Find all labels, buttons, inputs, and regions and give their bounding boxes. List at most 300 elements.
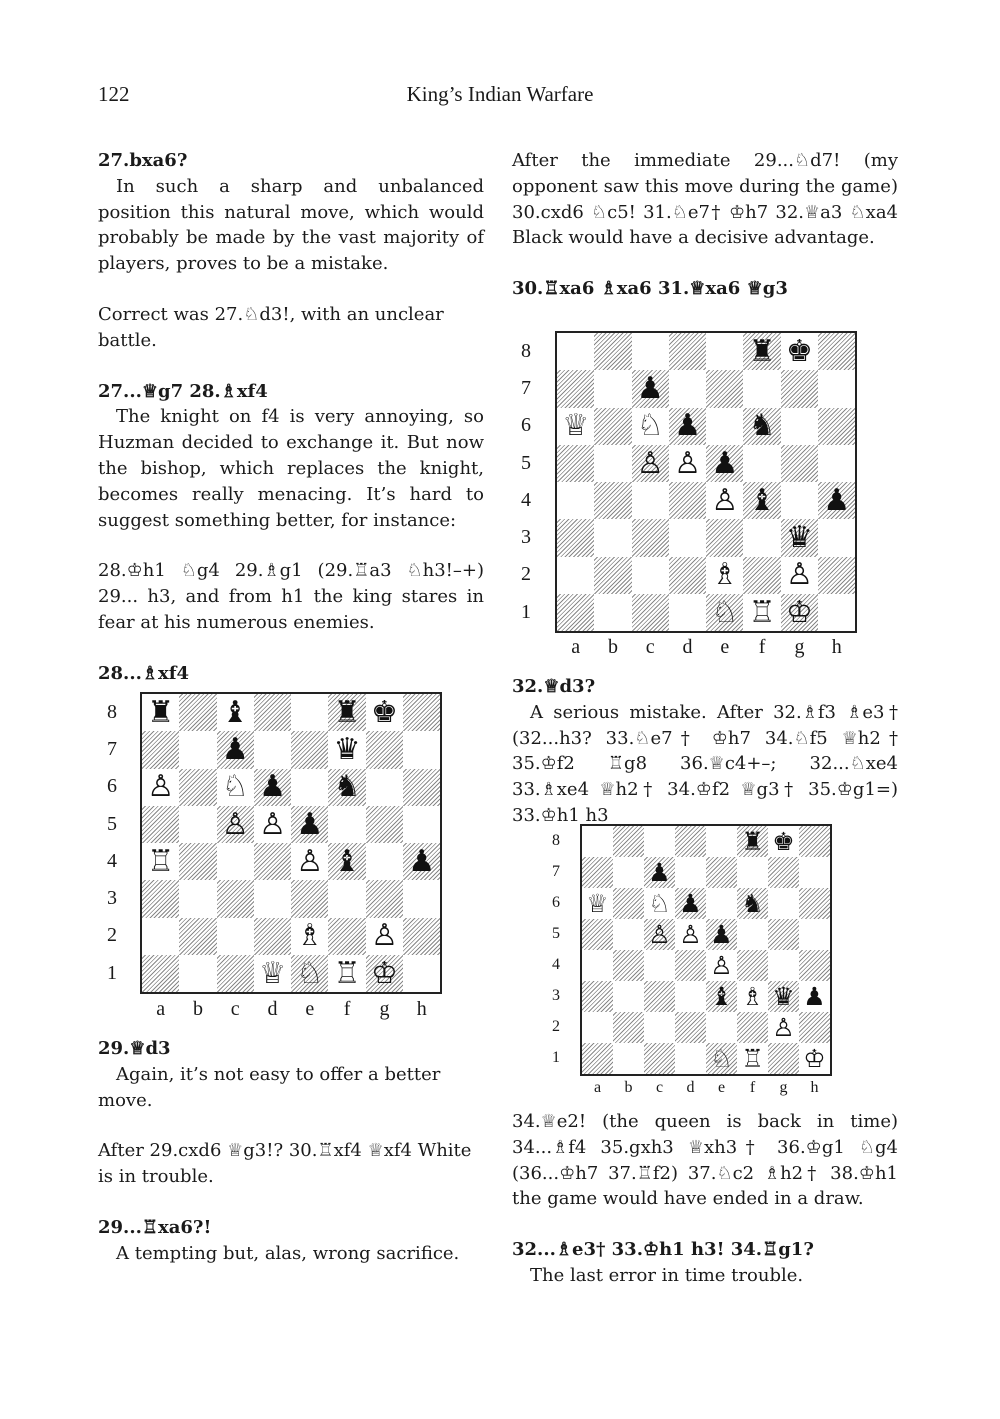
chess-board [580,824,832,1076]
square-f2 [743,557,780,594]
square-d6 [669,408,706,445]
square-d1 [669,594,706,631]
square-b5 [179,806,216,843]
square-f8 [743,333,780,370]
white-pawn-icon: ♙ [679,920,702,949]
square-g2 [768,1012,799,1043]
square-a8 [582,826,613,857]
square-b3 [179,880,216,917]
square-f2 [328,918,365,955]
square-h4 [799,950,830,981]
white-knight-icon: ♘ [221,769,249,805]
square-h2 [403,918,440,955]
square-g1 [781,594,818,631]
rank-label: 3 [521,526,531,549]
black-queen-icon: ♛ [772,982,795,1011]
move-heading: 32...♗e3† 33.♔h1 h3! 34.♖g1? [512,1239,814,1261]
square-a8 [142,694,179,731]
square-e1 [291,955,328,992]
square-h7 [799,857,830,888]
square-b8 [179,694,216,731]
square-b7 [594,370,631,407]
square-f5 [743,445,780,482]
chess-board [140,692,442,994]
square-g7 [781,370,818,407]
square-d1 [675,1043,706,1074]
square-c2 [644,1012,675,1043]
square-a2 [557,557,594,594]
rank-label: 2 [521,563,531,586]
square-b4 [613,950,644,981]
black-pawn-icon: ♟ [259,769,286,805]
square-f7 [737,857,768,888]
white-knight-icon: ♘ [636,408,664,444]
black-pawn-icon: ♟ [823,482,851,518]
square-f8 [328,694,365,731]
square-e8 [291,694,328,731]
square-e4 [706,950,737,981]
file-label: e [305,998,315,1020]
square-a1 [142,955,179,992]
square-a2 [582,1012,613,1043]
square-b8 [613,826,644,857]
square-e8 [706,333,743,370]
square-c3 [632,519,669,556]
square-e1 [706,1043,737,1074]
square-e6 [706,888,737,919]
square-h6 [818,408,855,445]
square-b3 [594,519,631,556]
square-f6 [328,769,365,806]
rank-label: 3 [552,986,560,1004]
square-g2 [781,557,818,594]
square-d3 [254,880,291,917]
white-pawn-icon: ♙ [711,482,739,518]
paragraph: A serious mistake. After 32.♗f3 ♗e3† (32...h3? 33.♘e7† ♔h7 34.♘f5 ♕h2† 35.♔f2 ♖g8 36.♕c4+–; 32...♘xe4 33.♗xe4 ♕h2† 34.♔f2 ♕g3† 35.♔g1=) 33.♔h1 h3 [512,701,898,826]
black-pawn-icon: ♟ [710,920,733,949]
square-g4 [366,843,403,880]
square-h7 [403,731,440,768]
white-bishop-icon: ♗ [296,918,324,954]
white-king-icon: ♔ [803,1044,826,1073]
square-a4 [557,482,594,519]
rank-label: 1 [107,961,117,984]
square-d7 [669,370,706,407]
right-column-top [512,148,898,302]
black-king-icon: ♚ [772,827,795,856]
paragraph: 28.♔h1 ♘g4 29.♗g1 (29.♖a3 ♘h3!–+) 29... h3, and from h1 the king stares in fear at his numerous enemies. [98,560,484,633]
square-f1 [328,955,365,992]
square-g8 [366,694,403,731]
square-a5 [142,806,179,843]
rank-label: 5 [552,924,560,942]
square-h7 [818,370,855,407]
file-label: c [645,636,655,658]
square-e2 [291,918,328,955]
square-d8 [669,333,706,370]
square-c5 [217,806,254,843]
rank-label: 5 [521,451,531,474]
square-g6 [366,769,403,806]
square-f6 [737,888,768,919]
white-queen-icon: ♕ [586,889,609,918]
black-knight-icon: ♞ [741,889,764,918]
white-pawn-icon: ♙ [221,806,249,842]
square-g2 [366,918,403,955]
square-c4 [632,482,669,519]
white-pawn-icon: ♙ [147,769,175,805]
square-c8 [644,826,675,857]
square-a1 [582,1043,613,1074]
file-label: e [717,1079,726,1096]
white-knight-icon: ♘ [648,889,671,918]
square-c3 [217,880,254,917]
square-d1 [254,955,291,992]
move-heading: 28...♗xf4 [98,662,189,684]
white-rook-icon: ♖ [741,1044,764,1073]
square-g1 [768,1043,799,1074]
square-c1 [632,594,669,631]
square-c6 [632,408,669,445]
square-a6 [557,408,594,445]
black-bishop-icon: ♝ [710,982,733,1011]
square-h8 [403,694,440,731]
rank-label: 4 [521,488,531,511]
square-e2 [706,557,743,594]
square-g3 [781,519,818,556]
right-column-middle [512,674,898,829]
running-title: King’s Indian Warfare [406,82,594,106]
white-rook-icon: ♖ [333,955,361,991]
white-queen-icon: ♕ [259,955,286,991]
square-a5 [582,919,613,950]
square-d7 [675,857,706,888]
black-rook-icon: ♜ [147,694,175,730]
square-f1 [743,594,780,631]
rank-label: 4 [107,849,117,872]
black-rook-icon: ♜ [333,694,361,730]
square-f8 [737,826,768,857]
file-label: b [192,998,203,1020]
square-d2 [669,557,706,594]
square-f3 [328,880,365,917]
black-pawn-icon: ♟ [679,889,702,918]
rank-label: 7 [521,376,531,399]
page-number: 122 [98,82,130,106]
file-label: f [749,1079,756,1096]
black-queen-icon: ♛ [333,731,361,767]
white-knight-icon: ♘ [296,955,324,991]
square-c5 [644,919,675,950]
square-a7 [557,370,594,407]
square-f1 [737,1043,768,1074]
black-bishop-icon: ♝ [748,482,776,518]
square-d5 [669,445,706,482]
rank-label: 6 [521,414,531,437]
rank-label: 2 [107,924,117,947]
move-heading: 32.♕d3? [512,676,596,697]
file-label: f [758,636,766,658]
black-pawn-icon: ♟ [408,843,436,879]
square-h6 [403,769,440,806]
chess-board [555,331,857,633]
square-h6 [799,888,830,919]
square-e1 [706,594,743,631]
square-c1 [644,1043,675,1074]
square-a7 [582,857,613,888]
square-a3 [557,519,594,556]
file-label: e [720,636,730,658]
square-b4 [594,482,631,519]
white-king-icon: ♔ [370,955,398,991]
square-e5 [706,445,743,482]
file-label: a [571,636,581,658]
file-label: g [779,1079,788,1096]
file-label: d [686,1079,695,1096]
square-f4 [328,843,365,880]
white-knight-icon: ♘ [711,594,739,630]
square-b4 [179,843,216,880]
white-king-icon: ♔ [785,594,813,630]
square-b5 [613,919,644,950]
black-pawn-icon: ♟ [221,731,249,767]
square-d8 [254,694,291,731]
white-pawn-icon: ♙ [259,806,286,842]
black-bishop-icon: ♝ [333,843,361,879]
square-d4 [675,950,706,981]
square-b6 [613,888,644,919]
left-column-bottom [98,1036,484,1267]
square-h1 [403,955,440,992]
square-e7 [706,370,743,407]
square-g8 [781,333,818,370]
square-b8 [594,333,631,370]
rank-label: 1 [521,600,531,623]
paragraph: After the immediate 29...♘d7! (my opponent saw this move during the game) 30.cxd6 ♘c5! 31.♘e7† ♔h7 32.♕a3 ♘xa4 Black would have a decisive advantage. [512,150,898,249]
square-e3 [291,880,328,917]
square-g4 [768,950,799,981]
square-h1 [818,594,855,631]
square-c5 [632,445,669,482]
square-d6 [675,888,706,919]
black-queen-icon: ♛ [785,520,813,556]
square-c7 [632,370,669,407]
square-b3 [613,981,644,1012]
square-c3 [644,981,675,1012]
square-b7 [613,857,644,888]
square-e4 [291,843,328,880]
square-b7 [179,731,216,768]
square-a2 [142,918,179,955]
square-f6 [743,408,780,445]
square-e4 [706,482,743,519]
square-e7 [706,857,737,888]
black-pawn-icon: ♟ [636,370,664,406]
square-c7 [644,857,675,888]
square-b1 [613,1043,644,1074]
paragraph: The knight on f4 is very annoying, so Huzman decided to exchange it. But now the bishop, which replaces the knight, becomes really menacing. It’s hard to suggest something better, for instance: [98,406,484,531]
square-b5 [594,445,631,482]
black-knight-icon: ♞ [333,769,361,805]
move-heading: 27...♕g7 28.♗xf4 [98,380,268,402]
square-b1 [179,955,216,992]
rank-label: 1 [552,1048,560,1066]
black-knight-icon: ♞ [748,408,776,444]
square-g7 [366,731,403,768]
black-king-icon: ♚ [370,694,398,730]
rank-label: 6 [107,775,117,798]
file-label: d [682,636,693,658]
paragraph: A tempting but, alas, wrong sacrifice. [116,1242,460,1264]
square-g7 [768,857,799,888]
rank-label: 8 [521,339,531,362]
square-h4 [403,843,440,880]
square-g5 [768,919,799,950]
rank-label: 2 [552,1017,560,1035]
square-e5 [291,806,328,843]
square-b2 [179,918,216,955]
file-label: f [343,998,351,1020]
square-f3 [737,981,768,1012]
square-g1 [366,955,403,992]
black-rook-icon: ♜ [748,333,776,369]
square-c4 [217,843,254,880]
paragraph: Correct was 27.♘d3!, with an unclear battle. [98,303,444,351]
square-h5 [818,445,855,482]
black-pawn-icon: ♟ [648,858,671,887]
rank-label: 8 [107,700,117,723]
square-h2 [799,1012,830,1043]
rank-label: 6 [552,893,560,911]
square-a8 [557,333,594,370]
file-label: c [655,1079,664,1096]
white-rook-icon: ♖ [147,843,175,879]
square-a6 [582,888,613,919]
square-a5 [557,445,594,482]
square-b2 [594,557,631,594]
square-h8 [799,826,830,857]
square-f3 [743,519,780,556]
white-bishop-icon: ♗ [741,982,764,1011]
white-pawn-icon: ♙ [710,951,733,980]
square-f5 [737,919,768,950]
black-pawn-icon: ♟ [296,806,324,842]
square-e7 [291,731,328,768]
black-pawn-icon: ♟ [674,408,701,444]
square-d7 [254,731,291,768]
file-label: d [267,998,278,1020]
square-f7 [743,370,780,407]
square-g6 [781,408,818,445]
file-label: h [831,636,842,658]
file-label: h [810,1079,819,1096]
white-pawn-icon: ♙ [785,557,813,593]
square-f2 [737,1012,768,1043]
square-d4 [254,843,291,880]
paragraph: Again, it’s not easy to offer a better move. [98,1063,441,1111]
black-pawn-icon: ♟ [803,982,826,1011]
white-pawn-icon: ♙ [772,1013,795,1042]
square-c8 [632,333,669,370]
square-d4 [669,482,706,519]
square-c6 [644,888,675,919]
rank-label: 5 [107,812,117,835]
square-h1 [799,1043,830,1074]
left-column-top [98,148,484,687]
white-pawn-icon: ♙ [296,843,324,879]
square-h2 [818,557,855,594]
square-b2 [613,1012,644,1043]
file-label: a [156,998,166,1020]
white-pawn-icon: ♙ [370,918,398,954]
square-a3 [142,880,179,917]
square-g5 [366,806,403,843]
square-f7 [328,731,365,768]
square-e8 [706,826,737,857]
square-g5 [781,445,818,482]
white-knight-icon: ♘ [710,1044,733,1073]
square-a4 [582,950,613,981]
square-e6 [706,408,743,445]
square-d5 [675,919,706,950]
move-heading: 30.♖xa6 ♗xa6 31.♕xa6 ♕g3 [512,278,788,300]
square-c1 [217,955,254,992]
square-g8 [768,826,799,857]
square-g6 [768,888,799,919]
square-h4 [818,482,855,519]
white-queen-icon: ♕ [562,408,590,444]
square-h3 [403,880,440,917]
black-rook-icon: ♜ [741,827,764,856]
square-d8 [675,826,706,857]
square-d2 [675,1012,706,1043]
square-e3 [706,981,737,1012]
square-d6 [254,769,291,806]
square-a6 [142,769,179,806]
rank-label: 3 [107,887,117,910]
square-d2 [254,918,291,955]
square-c4 [644,950,675,981]
square-b6 [179,769,216,806]
paragraph: In such a sharp and unbalanced position this natural move, which would probably be made by the vast majority of players, proves to be a mistake. [98,175,484,275]
black-bishop-icon: ♝ [221,694,249,730]
square-a1 [557,594,594,631]
rank-label: 8 [552,831,560,849]
white-pawn-icon: ♙ [674,445,701,481]
square-f4 [743,482,780,519]
file-label: a [593,1079,602,1096]
square-c2 [632,557,669,594]
square-c2 [217,918,254,955]
black-king-icon: ♚ [785,333,813,369]
square-b1 [594,594,631,631]
square-f4 [737,950,768,981]
square-a3 [582,981,613,1012]
file-label: b [624,1079,633,1096]
rank-label: 4 [552,955,560,973]
white-pawn-icon: ♙ [648,920,671,949]
square-b6 [594,408,631,445]
white-pawn-icon: ♙ [636,445,664,481]
move-heading: 29...♖xa6?! [98,1216,212,1238]
move-heading: 29.♕d3 [98,1038,171,1059]
move-heading: 27.bxa6? [98,150,188,171]
square-e5 [706,919,737,950]
file-label: h [416,998,427,1020]
paragraph: After 29.cxd6 ♕g3!? 30.♖xf4 ♕xf4 White is in trouble. [98,1140,472,1188]
square-h5 [799,919,830,950]
square-d3 [669,519,706,556]
